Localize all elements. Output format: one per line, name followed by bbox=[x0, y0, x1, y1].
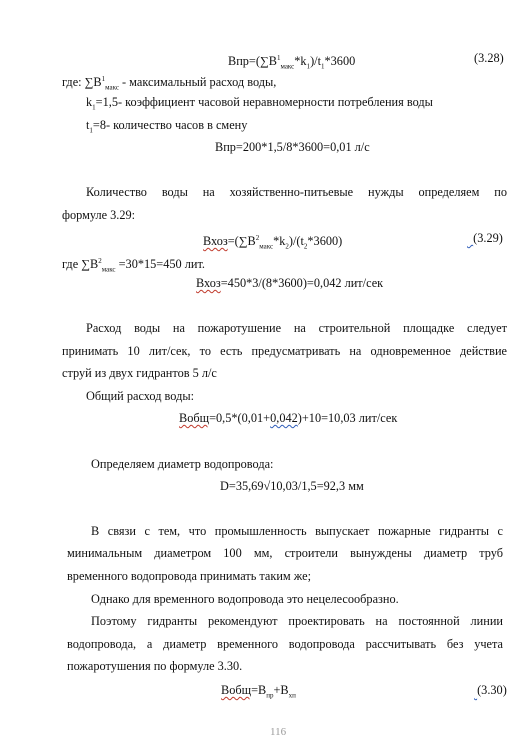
calc-1: Впр=200*1,5/8*3600=0,01 л/с bbox=[215, 140, 370, 154]
formula-3-29: $Вхоз=(\sum В^2_{макс}*k_2)/(t_2*3600)$ bbox=[203, 234, 343, 251]
paragraph-5-line-2: водопровода, а диаметр временного водопровода рассчитывать без учета bbox=[67, 637, 503, 651]
page-number: 116 bbox=[270, 726, 287, 738]
calc-3: Вобщ=0,5*(0,01+0,042)+10=10,03 лит/сек bbox=[179, 411, 398, 425]
k1-definition: $k_1=1,5-$ коэффициент часовой неравномерности потребления воды bbox=[86, 95, 433, 112]
paragraph-4: Однако для временного водопровода это нецелесообразно. bbox=[91, 592, 399, 606]
total-heading: Общий расход воды: bbox=[86, 389, 194, 403]
paragraph-5-line-3: пожаротушения по формуле 3.30. bbox=[67, 659, 243, 673]
paragraph-3-line-2: минимальным диаметром 100 мм, строители вынуждены диаметр труб bbox=[67, 546, 503, 560]
calc-4: D=35,69√10,03/1,5=92,3 мм bbox=[220, 479, 364, 493]
paragraph-1-line-1: Количество воды на хозяйственно-питьевые нужды определяем по bbox=[86, 185, 507, 199]
formula-3-30-number: (3.30) bbox=[477, 683, 507, 697]
formula-3-28-number: (3.28) bbox=[474, 51, 504, 65]
formula-3-30: $Вобщ=В_{пр}+В_{хп}$ bbox=[221, 683, 296, 700]
calc-2: Вхоз=450*3/(8*3600)=0,042 лит/сек bbox=[196, 276, 384, 290]
paragraph-3-line-1: В связи с тем, что промышленность выпускает пожарные гидранты с bbox=[91, 524, 503, 538]
paragraph-5-line-1: Поэтому гидранты рекомендуют проектировать на постоянной линии bbox=[91, 614, 503, 628]
formula-3-28: $Впр=(\sum В^1_{макс}*k_1)/t_1*3600$ bbox=[228, 54, 356, 71]
paragraph-2-line-2: принимать 10 лит/сек, то есть предусматривать на одновременное действие bbox=[62, 344, 507, 358]
t1-definition: $t_1=8-$ количество часов в смену bbox=[86, 118, 248, 135]
where-line-1: где: $\sum В^1_{макс}$ - максимальный расход воды, bbox=[62, 75, 277, 92]
where-line-2: где $\sum В^2_{макс} =30*15=450$ лит. bbox=[62, 257, 205, 274]
paragraph-2-line-3: струй из двух гидрантов 5 л/с bbox=[62, 366, 217, 380]
formula-3-29-number: (3.29) bbox=[473, 231, 503, 245]
paragraph-3-line-3: временного водопровода принимать таким же; bbox=[67, 569, 311, 583]
paragraph-2-line-1: Расход воды на пожаротушение на строительной площадке следует bbox=[86, 321, 507, 335]
diameter-heading: Определяем диаметр водопровода: bbox=[91, 457, 274, 471]
paragraph-1-line-2: формуле 3.29: bbox=[62, 208, 136, 222]
